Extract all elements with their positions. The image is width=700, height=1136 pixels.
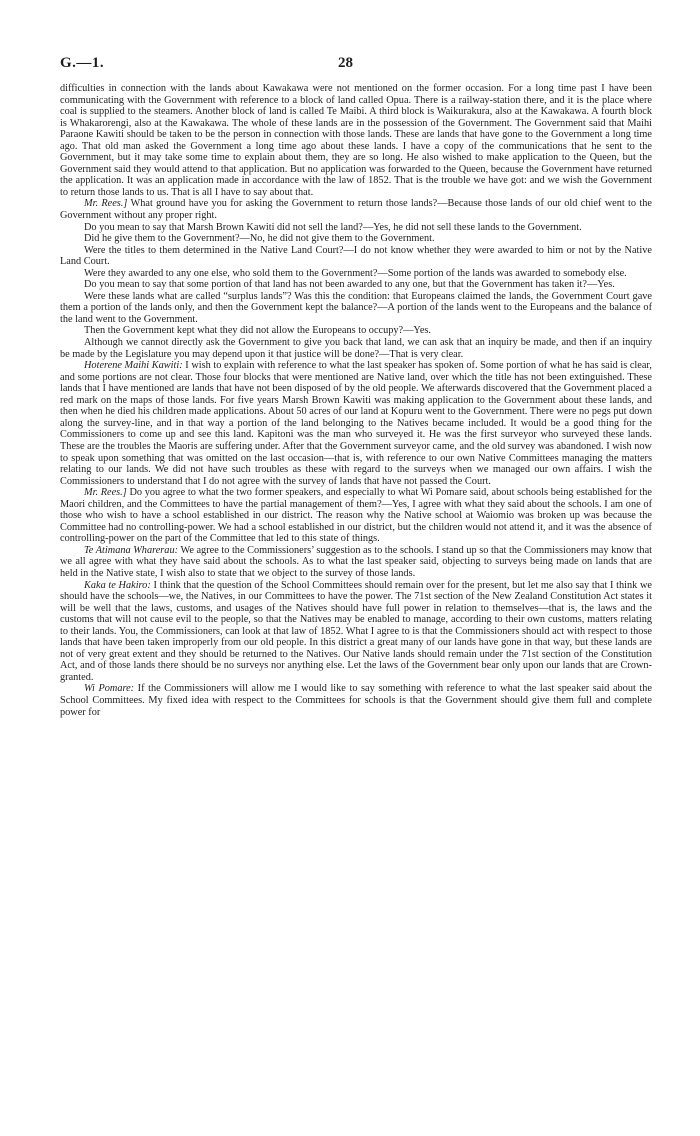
paragraph (60, 580, 652, 684)
paragraph (60, 198, 652, 221)
paragraph (60, 245, 652, 268)
paragraph-text: difficulties in connection with the lands about Kawakawa were not mentioned on the former occasion. For a long time past I have been communicating with the Government with reference to a block of land called Opua. There is a railway-station there, and it is the place where coal is supplied to the steamers. Another block of land is called Te Maibi. A third block is Waikurakura, also at the Kawakawa. A fourth block is Whakarorengi, also at the Kawakawa. The whole of these lands are in the possession of the Government. The Government said that Maihi Paraone Kawiti should be taken to be the person in connection with those lands. These are lands that have gone to the Government a long time ago. That old man asked the Government a long time ago about these lands. I have a copy of the communications that he sent to the Government, but it may take some time to explain about them, they are so long. He also wished to make application to the Queen, but the Government said they would attend to that application. But no application was forwarded to the Queen, because the Government have returned the application. It was an application made in accordance with the law of 1852. That is the trouble we have got: and we wish the Government to return those lands to us. That is all I have to say about that. (60, 83, 652, 198)
speaker-label: Te Atimana Wharerau: (84, 544, 179, 556)
paragraph-text: Then the Government kept what they did not allow the Europeans to occupy?—Yes. (84, 325, 431, 337)
paragraph-text: Were the titles to them determined in the Native Land Court?—I do not know whether they were awarded to him or not by the Native Land Court. (60, 244, 652, 268)
paragraph-text: Do you mean to say that some portion of that land has not been awarded to any one, but that the Government has taken it?—Yes. (84, 279, 615, 291)
paragraph (60, 325, 652, 337)
paragraph-text: Did he give them to the Government?—No, he did not give them to the Government. (84, 233, 435, 245)
paragraph-text: If the Commissioners will allow me I would like to say something with reference to what the last speaker said about the School Committees. My fixed idea with respect to the Committees for schools is that the Government should give them full and complete power for (60, 683, 652, 718)
series-code: G.—1. (60, 55, 105, 71)
paragraph (60, 279, 652, 291)
paragraph-text: Although we cannot directly ask the Government to give you back that land, we can ask that an inquiry be made, and then if an inquiry be made by the Legislature you may depend upon it that justice will be done?—That is very clear. (60, 337, 652, 360)
paragraph-text: I think that the question of the School Committees should remain over for the present, but let me also say that I think we should have the schools—we, the Natives, in our Committees to have the power. The 71st section of the New Zealand Constitution Act states it will be well that the laws, customs, and usages of the Natives should have full power in relation to themselves—that is, the laws and the customs that will not cause evil to the people, so that the Natives may be enabled to manage, according to their own customs, matters relating to their lands. You, the Commissioners, can look at that law of 1852. What I agree to is that the Commissioners should act with respect to those lands that have been taken improperly from our old people. In this district a great many of our lands have gone in that way, but these lands are not of very great extent and they should be returned to the Natives. Our Native lands should remain under the 71st section of the Constitution Act, and of those lands there should be no surveys nor anything else. Let the laws of the Government bear only upon our lands that are Crown-granted. (60, 579, 652, 683)
paragraph (60, 291, 652, 326)
paragraph (60, 83, 652, 198)
page-header (60, 55, 652, 81)
paragraph (60, 222, 652, 234)
speaker-label: Wi Pomare: (84, 683, 135, 695)
paragraph (60, 337, 652, 360)
page-number: 28 (338, 55, 353, 71)
paragraph-text: Were these lands what are called “surplus lands”? Was this the condition: that Europeans claimed the lands, the Government Court gave them a portion of the lands only, and then the Government kept the balance?—A portion of the lands went to the Europeans and the balance of the land went to the Government. (60, 290, 652, 325)
speaker-label: Hoterene Maihi Kawiti: (84, 360, 183, 372)
paragraph-text: Do you agree to what the two former speakers, and especially to what Wi Pomare said, about schools being established for the Maori children, and the Committees to have the partial management of them?—Yes, I agree with what they said about the schools. I am one of those who wish to have a school established in our district. The reason why the Native school at Waiomio was broken up was because the Committee had no controlling-power. We had a school established in our district, but the children would not attend it, and it was the absence of controlling-power on the part of the Committee that led to this state of things. (60, 487, 652, 545)
paragraph (60, 268, 652, 280)
paragraph (60, 233, 652, 245)
paragraph-text: What ground have you for asking the Government to return those lands?—Because those lands of our old chief went to the Government without any proper right. (60, 198, 652, 222)
paragraph-text: Were they awarded to any one else, who sold them to the Government?—Some portion of the lands was awarded to somebody else. (84, 267, 627, 279)
paragraph (60, 360, 652, 487)
speaker-label: Kaka te Hakiro: (84, 579, 151, 591)
paragraph (60, 545, 652, 580)
speaker-label: Mr. Rees.] (84, 198, 128, 210)
paragraph-text: Do you mean to say that Marsh Brown Kawiti did not sell the land?—Yes, he did not sell these lands to the Government. (84, 221, 582, 233)
paragraph-text: We agree to the Commissioners’ suggestion as to the schools. I stand up so that the Commissioners may know that we all agree with what they have said about the schools. As to what the last speaker said, objecting to surveys being made on lands that are held in the Native state, I wish also to state that we object to the survey of those lands. (60, 544, 653, 579)
paragraph-text: I wish to explain with reference to what the last speaker has spoken of. Some portion of what he has said is clear, and some portions are not clear. Those four blocks that were mentioned are Native land, over which the title has not been extinguished. These lands that I have mentioned are lands that have not been disposed of by the old people. We afterwards discovered that the Government placed a red mark on the maps of those lands. For five years Marsh Brown Kawiti was making application to the Government about these lands, and then when he died his children made applications. About 50 acres of our land at Kopuru went to the Government. There were no pegs put down along the survey-line, and in that way a portion of the land belonging to the Natives became included. It would be a good thing for the Commissioners to come up and see this land. Kapitoni was the man who surveyed it. He was the first surveyor who surveyed these lands. These are the troubles the Maoris are suffering under. After that the Government surveyor came, and the old survey was abandoned. I wish now to speak upon something that was omitted on the last occasion—that is, with reference to our own Native Committees managing the matters relating to our lands. We did not have such troubles as these with regard to the surveys when we managed our own affairs. I wish the Commissioners to understand that I do not agree with the survey of lands that have not passed the Court. (60, 360, 652, 487)
paragraph (60, 683, 652, 718)
evidence-text (60, 83, 652, 718)
paragraph (60, 487, 652, 545)
speaker-label: Mr. Rees.] (84, 487, 127, 499)
